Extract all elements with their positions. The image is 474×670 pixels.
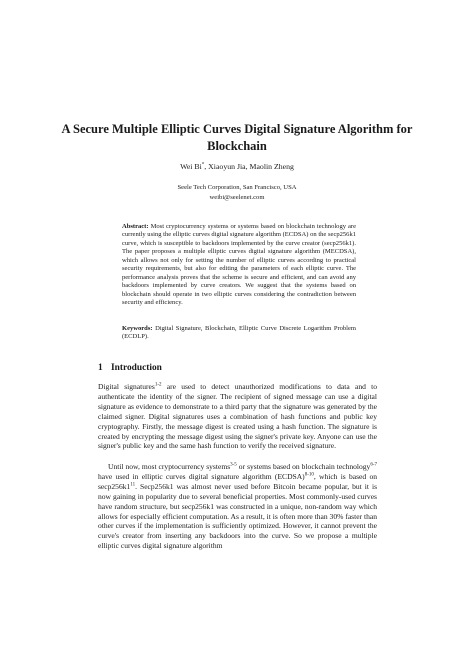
paragraph-1	[98, 382, 377, 451]
corresponding-author-mark: *	[201, 162, 205, 168]
citation: 1-2	[154, 382, 162, 388]
keywords-text: Digital Signature, Blockchain, Elliptic Curve Discrete Logarithm Problem (ECDLP).	[122, 325, 356, 341]
first-author: Wei Bi	[180, 162, 202, 171]
citation: 8-10	[304, 472, 314, 478]
paragraph-text: , which is based on secp256k1	[98, 471, 377, 491]
abstract-label: Abstract:	[122, 223, 149, 230]
paragraph-text: Until now, most cryptocurrency systems	[108, 462, 231, 471]
paragraph-text: or systems based on blockchain technology	[236, 462, 371, 471]
keywords-label: Keywords:	[122, 325, 153, 332]
author-list	[60, 162, 414, 172]
section-number: 1	[98, 363, 103, 373]
author-email: weibi@seelenet.com	[209, 193, 265, 201]
affiliation-block	[60, 183, 414, 202]
citation: 11	[130, 482, 136, 488]
keywords	[122, 325, 356, 342]
paragraph-2	[98, 462, 377, 551]
citation: 6-7	[370, 462, 377, 468]
other-authors: , Xiaoyun Jia, Maolin Zheng	[204, 162, 294, 171]
paragraph-text: . Secp256k1 was almost never used before Bitcoin became popular, but it is now gaining in popularity due to several beneficial properties. Most commonly-used curves have random structure, but secp256k1 was constructed in a unique, non-random way which allows for especially efficient computation. As a result, it is often more than 30% faster than other curves if the implementation is sufficiently optimized. However, it cannot prevent the curve's creator from inserting any backdoors into the curve. So we propose a multiple elliptic curves digital signature algorithm	[98, 481, 377, 551]
abstract-text: Most cryptocurrency systems or systems based on blockchain technology are currently using the elliptic curves digital signature algorithm (ECDSA) on the secp256k1 curve, which is susceptible to backdoors implemented by the curve creator (secp256k1). The paper proposes a multiple elliptic curves digital signature algorithm (MECDSA), which allows not only for setting the number of elliptic curves according to practical security requirements, but also for editing the parameters of each elliptic curve. The performance analysis proves that the scheme is secure and efficient, and can avoid any backdoors implemented by curve creators. We suggest that the systems based on blockchain should operate in two elliptic curves considering the contradiction between security and efficiency.	[122, 223, 357, 307]
affiliation: Seele Tech Corporation, San Francisco, USA	[177, 184, 297, 191]
paragraph-text: are used to detect unauthorized modifications to data and to authenticate the identity of the signer. The recipient of signed message can use a digital signature as evidence to demonstrate to a third party that the signature was generated by the claimed signer. Digital signatures uses a combination of hash functions and public key cryptography. Firstly, the message digest is created using a hash function. The signature is created by encrypting the message digest using the signer's private key. Anyone can use the signer's public key and the same hash function to verify the received signature.	[98, 382, 377, 451]
paragraph-text: have used in elliptic curves digital signature algorithm (ECDSA)	[98, 471, 305, 481]
section-heading	[98, 362, 378, 374]
citation: 3-5	[230, 462, 237, 468]
paragraph-text: Digital signatures	[98, 382, 155, 391]
section-title: Introduction	[111, 363, 162, 373]
abstract	[122, 223, 356, 308]
paper-title: A Secure Multiple Elliptic Curves Digital Signature Algorithm for Blockchain	[61, 122, 413, 153]
